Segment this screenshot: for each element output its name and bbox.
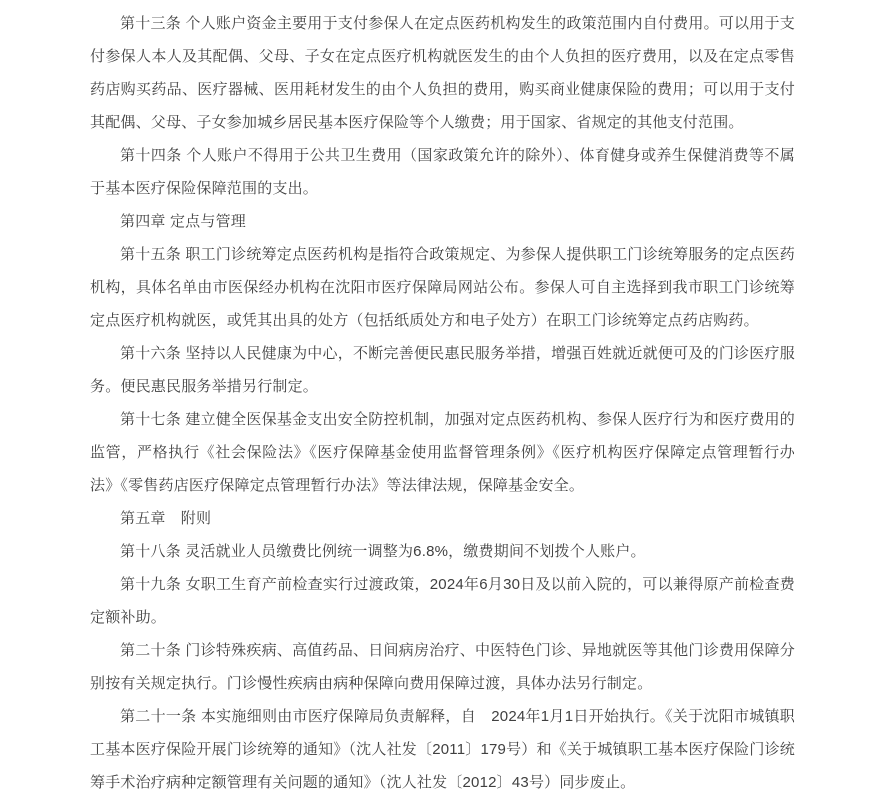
chapter-heading: 第四章 定点与管理 [120,213,246,230]
paragraph: 第二十条 门诊特殊疾病、高值药品、日间病房治疗、中医特色门诊、异地就医等其他门诊费用保障分别按有关规定执行。门诊慢性疾病由病种保障向费用保障过渡，具体办法另行制定。 [90,642,795,692]
paragraph: 第二十一条 本实施细则由市医疗保障局负责解释，自 2024年1月1日开始执行。《关于沈阳市城镇职工基本医疗保险开展门诊统筹的通知》（沈人社发〔2011〕179号）和《关于城镇职工基本医疗保险门诊统筹手术治疗病种定额管理有关问题的通知》（沈人社发〔2012〕43号）同步废止。 [90,708,795,791]
paragraph: 第十五条 职工门诊统筹定点医药机构是指符合政策规定、为参保人提供职工门诊统筹服务的定点医药机构，具体名单由市医保经办机构在沈阳市医疗保障局网站公布。参保人可自主选择到我市职工门诊统筹定点医疗机构就医，或凭其出具的处方（包括纸质处方和电子处方）在职工门诊统筹定点药店购药。 [90,246,795,329]
paragraph: 第十三条 个人账户资金主要用于支付参保人在定点医药机构发生的政策范围内自付费用。可以用于支付参保人本人及其配偶、父母、子女在定点医疗机构就医发生的由个人负担的医疗费用，以及在定点零售药店购买药品、医疗器械、医用耗材发生的由个人负担的费用，购买商业健康保险的费用；可以用于支付其配偶、父母、子女参加城乡居民基本医疗保险等个人缴费；用于国家、省规定的其他支付范围。 [90,15,795,131]
paragraph: 第十九条 女职工生育产前检查实行过渡政策，2024年6月30日及以前入院的，可以兼得原产前检查费定额补助。 [90,576,795,626]
paragraph: 第十四条 个人账户不得用于公共卫生费用（国家政策允许的除外）、体育健身或养生保健消费等不属于基本医疗保险保障范围的支出。 [90,147,795,197]
paragraph: 第十六条 坚持以人民健康为中心，不断完善便民惠民服务举措，增强百姓就近就便可及的门诊医疗服务。便民惠民服务举措另行制定。 [90,345,795,395]
chapter-heading: 第五章 附则 [120,510,212,527]
paragraph: 第十七条 建立健全医保基金支出安全防控机制，加强对定点医药机构、参保人医疗行为和医疗费用的监管，严格执行《社会保险法》《医疗保障基金使用监督管理条例》《医疗机构医疗保障定点管理暂行办法》《零售药店医疗保障定点管理暂行办法》等法律法规，保障基金安全。 [90,411,795,494]
paragraph: 第十八条 灵活就业人员缴费比例统一调整为6.8%，缴费期间不划拨个人账户。 [120,543,646,560]
